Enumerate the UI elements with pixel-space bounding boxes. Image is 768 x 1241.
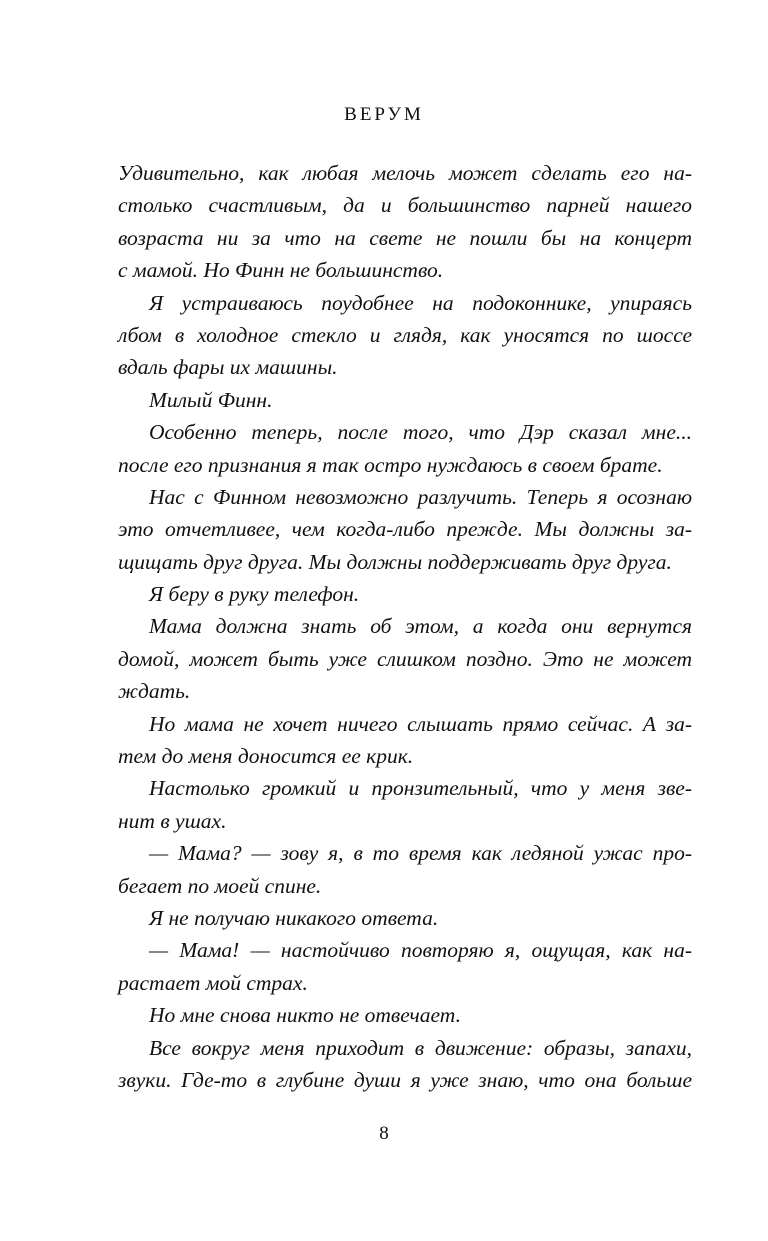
- text-line: бегает по моей спине.: [118, 873, 322, 898]
- text-line: растает мой страх.: [118, 970, 308, 995]
- text-line: Но мама не хочет ничего слышать прямо сейчас. А за-: [149, 711, 692, 736]
- text-line: Но мне снова никто не отвечает.: [149, 1003, 461, 1028]
- text-line: ждать.: [118, 679, 191, 704]
- text-line: Мама должна знать об этом, а когда они вернутся: [149, 614, 692, 639]
- page-number: 8: [379, 1123, 389, 1144]
- text-line: возраста ни за что на свете не пошли бы на концерт: [118, 225, 692, 250]
- text-line: с мамой. Но Финн не большинство.: [118, 258, 444, 283]
- text-line: звуки. Где-то в глубине души я уже знаю, что она больше: [118, 1067, 692, 1092]
- text-line: — Мама? — зову я, в то время как ледяной ужас про-: [149, 841, 692, 866]
- text-line: вдаль фары их машины.: [118, 355, 338, 380]
- text-line: домой, может быть уже слишком поздно. Это не может: [118, 646, 692, 671]
- text-line: нит в ушах.: [118, 808, 227, 833]
- text-line: Особенно теперь, после того, что Дэр сказал мне...: [149, 420, 692, 445]
- body-text: [118, 157, 692, 1096]
- text-line: лбом в холодное стекло и глядя, как уносятся по шоссе: [118, 322, 692, 347]
- text-line: столько счастливым, да и большинство парней нашего: [118, 193, 692, 218]
- text-line: Удивительно, как любая мелочь может сделать его на-: [118, 161, 692, 185]
- text-line: щищать друг друга. Мы должны поддерживать друг друга.: [118, 549, 672, 574]
- text-line: Милый Финн.: [149, 387, 273, 412]
- text-line: — Мама! — настойчиво повторяю я, ощущая, как на-: [149, 938, 692, 963]
- text-line: Настолько громкий и пронзительный, что у меня зве-: [149, 776, 692, 801]
- text-line: Я беру в руку телефон.: [149, 582, 360, 607]
- text-line: Я не получаю никакого ответа.: [149, 905, 439, 930]
- text-line: Все вокруг меня приходит в движение: образы, запахи,: [149, 1035, 692, 1060]
- text-line: это отчетливее, чем когда-либо прежде. Мы должны за-: [118, 517, 692, 542]
- text-line: после его признания я так остро нуждаюсь в своем брате.: [118, 452, 663, 477]
- running-header-title: ВЕРУМ: [344, 104, 424, 125]
- text-line: Я устраиваюсь поудобнее на подоконнике, упираясь: [149, 290, 692, 315]
- text-line: тем до меня доносится ее крик.: [118, 744, 414, 769]
- text-line: Нас с Финном невозможно разлучить. Теперь я осознаю: [149, 484, 692, 509]
